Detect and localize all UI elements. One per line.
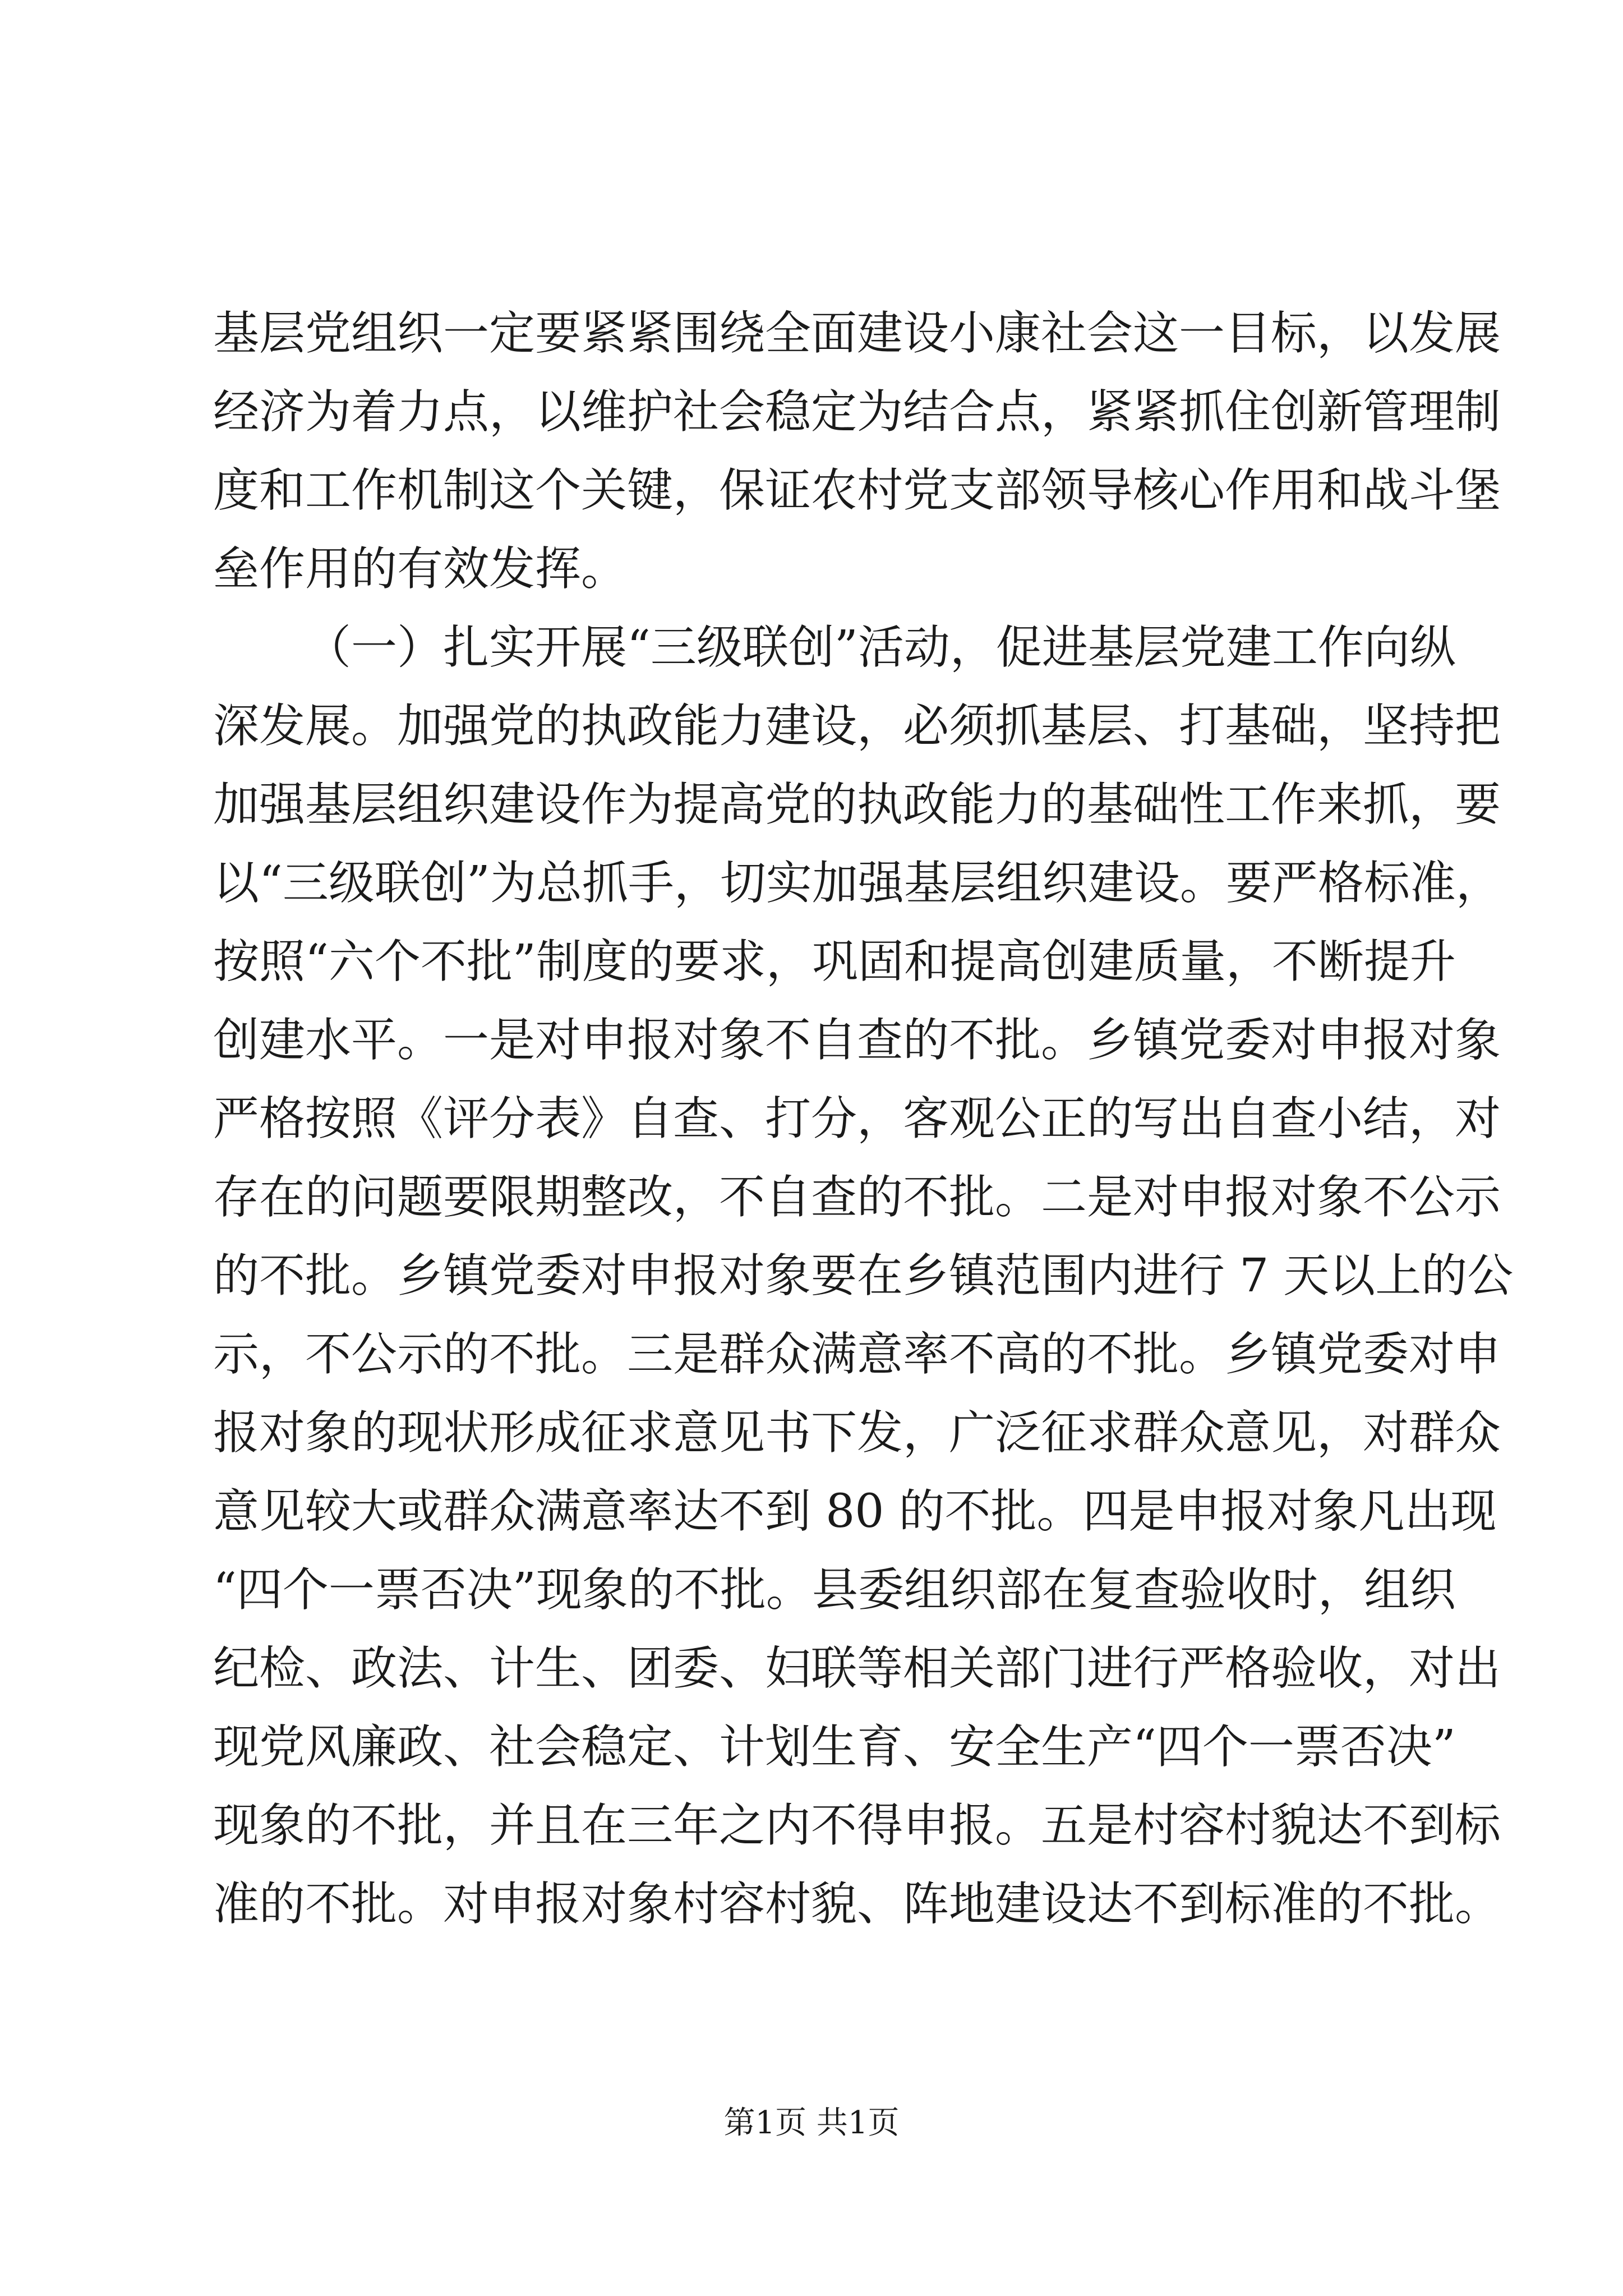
paragraph-line: 加强基层组织建设作为提高党的执政能力的基础性工作来抓，要 — [213, 778, 1501, 831]
paragraph-line: 现党风廉政、社会稳定、计划生育、安全生产“四个一票否决” — [213, 1720, 1456, 1774]
paragraph-line: 现象的不批，并且在三年之内不得申报。五是村容村貌达不到标 — [213, 1799, 1501, 1852]
paragraph-line: 创建水平。一是对申报对象不自查的不批。乡镇党委对申报对象 — [213, 1014, 1501, 1067]
paragraph-line: 报对象的现状形成征求意见书下发，广泛征求群众意见，对群众 — [213, 1406, 1501, 1460]
document-body — [213, 295, 1514, 1944]
paragraph-line: 基层党组织一定要紧紧围绕全面建设小康社会这一目标，以发展 — [213, 307, 1501, 360]
paragraph-line: 严格按照《评分表》自查、打分，客观公正的写出自查小结，对 — [213, 1092, 1501, 1145]
paragraph-line: “四个一票否决”现象的不批。县委组织部在复查验收时，组织 — [213, 1563, 1456, 1617]
paragraph-line: 度和工作机制这个关键，保证农村党支部领导核心作用和战斗堡 — [213, 464, 1501, 517]
paragraph-line: （一）扎实开展“三级联创”活动，促进基层党建工作向纵 — [305, 621, 1456, 674]
paragraph-line: 经济为着力点，以维护社会稳定为结合点，紧紧抓住创新管理制 — [213, 385, 1501, 439]
paragraph-line: 意见较大或群众满意率达不到 80 的不批。四是申报对象凡出现 — [213, 1485, 1497, 1538]
paragraph-line: 深发展。加强党的执政能力建设，必须抓基层、打基础，坚持把 — [213, 700, 1501, 753]
paragraph-line: 示，不公示的不批。三是群众满意率不高的不批。乡镇党委对申 — [213, 1328, 1501, 1381]
paragraph-line: 的不批。乡镇党委对申报对象要在乡镇范围内进行 7 天以上的公 — [213, 1249, 1514, 1303]
paragraph-line: 准的不批。对申报对象村容村貌、阵地建设达不到标准的不批。 — [213, 1878, 1501, 1931]
paragraph-line: 纪检、政法、计生、团委、妇联等相关部门进行严格验收，对出 — [213, 1642, 1501, 1695]
paragraph-line: 按照“六个不批”制度的要求，巩固和提高创建质量，不断提升 — [213, 935, 1456, 988]
paragraph-line: 存在的问题要限期整改，不自查的不批。二是对申报对象不公示 — [213, 1171, 1501, 1224]
paragraph-line: 以“三级联创”为总抓手，切实加强基层组织建设。要严格标准， — [213, 857, 1502, 910]
paragraph-line: 垒作用的有效发挥。 — [213, 542, 628, 596]
paragraph-1 — [213, 295, 1501, 609]
page-footer: 第1页 共1页 — [723, 2105, 900, 2141]
paragraph-2 — [213, 609, 1514, 1944]
